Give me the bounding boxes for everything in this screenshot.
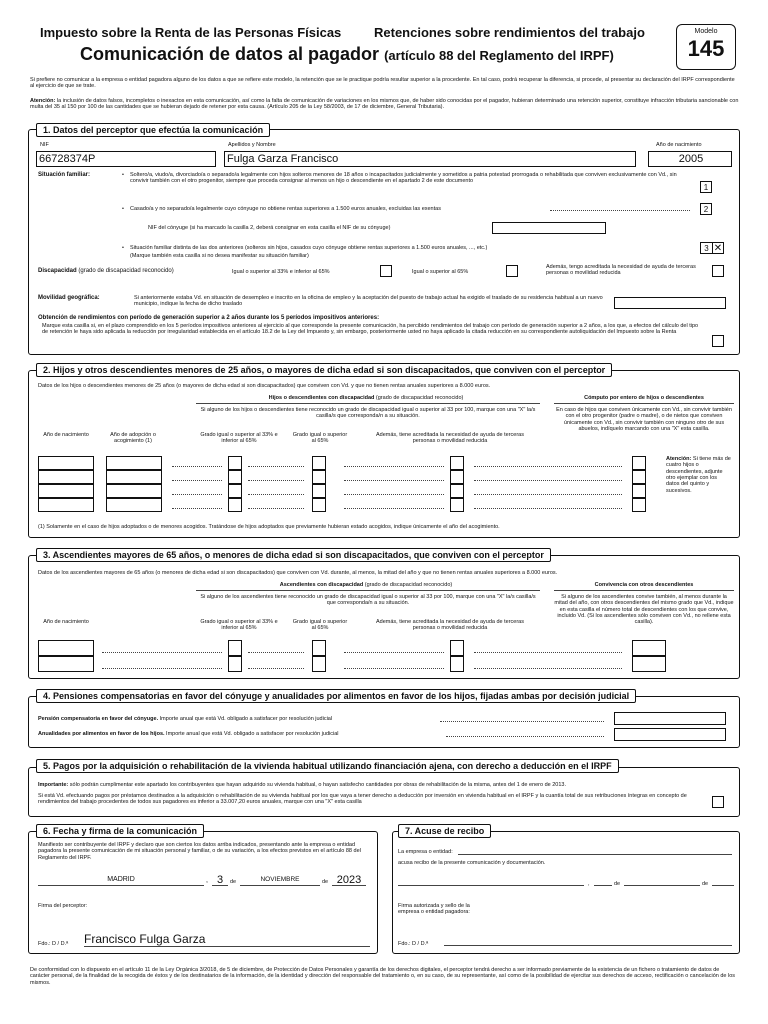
- col-help: Además, tiene acreditada la necesidad de ayuda de terceras personas o movilidad reducida: [376, 432, 524, 445]
- page-title: Comunicación de datos al pagador (artículo 88 del Reglamento del IRPF): [80, 44, 614, 64]
- family-status-label: Situación familiar:: [38, 172, 91, 178]
- signature-label: Firma del perceptor:: [38, 903, 88, 909]
- ascendant-disability-note: Si alguno de los ascendientes tiene reconocido un grado de discapacidad igual o superior al 33 por 100, marque con una "X" la/s casilla/s que corresponda/n a su situación.: [200, 594, 536, 607]
- leader-dots: [550, 210, 690, 211]
- child-adoption-year-field[interactable]: [106, 484, 162, 498]
- option-3-text: Situación familiar distinta de las dos anteriores (solteros sin hijos, casados cuyo cónyuge obtiene rentas superiores a 1.500 euros anuales, ..., etc.): [130, 245, 488, 251]
- leader-dots: [344, 480, 444, 481]
- col-birth-year: Año de nacimiento: [43, 619, 89, 625]
- child-help-checkbox[interactable]: [450, 456, 464, 470]
- generation-checkbox[interactable]: [712, 335, 724, 347]
- receipt-city-field[interactable]: [398, 878, 584, 886]
- ascendant-birth-year-field[interactable]: [38, 640, 94, 656]
- col-disability-65: Grado igual o superior al 65%: [292, 619, 348, 632]
- year-field[interactable]: 2023: [332, 874, 366, 886]
- intro-warning: Atención: la inclusión de datos falsos, incompletos o inexactos en esta comunicación, así como la falta de comunicación de variaciones en los mismos que, de haber sido conocidas por el pagador, hubieran determinado una retención superior, constituye infracción tributaria sancionable con multa del 35 al 150 por 100 de las cantidades que se hubieran dejado de retener por esta causa. (Artículo 205 de la Ley 58/2003, de 17 de diciembre, General Tributaria).: [30, 98, 739, 111]
- child-help-checkbox[interactable]: [450, 484, 464, 498]
- housing-text: Si está Vd. efectuando pagos por préstamos destinados a la adquisición o rehabilitación de su vivienda habitual por los que vaya a tener derecho a deducción por inversión en vivienda habitual en el IRPF y la cuantía total de sus retribuciones íntegras en concepto de rendimientos del trabajo procedentes de todos sus pagadores es inferior a 33.007,20 euros anuales, marque con una "X" esta casilla: [38, 793, 687, 806]
- signatory-name-field[interactable]: Francisco Fulga Garza: [84, 933, 370, 947]
- child-disability-65-checkbox[interactable]: [312, 470, 326, 484]
- leader-dots: [344, 508, 444, 509]
- leader-dots: [172, 466, 222, 467]
- child-disability-65-checkbox[interactable]: [312, 484, 326, 498]
- col-disability-33: Grado igual o superior al 33% e inferior al 65%: [200, 432, 278, 445]
- leader-dots: [344, 466, 444, 467]
- option-3-number: 3: [700, 242, 712, 254]
- generation-label: Obtención de rendimientos con período de generación superior a 2 años durante los 5 períodos impositivos anteriores:: [38, 315, 380, 321]
- company-signatory-field[interactable]: [444, 938, 732, 946]
- company-signatory-label: Fdo.: D / D.ª: [398, 941, 429, 947]
- privacy-footer: De conformidad con lo dispuesto en el artículo 11 de la Ley Orgánica 3/2018, de 5 de diciembre, de Protección de Datos Personales y garantía de los derechos digitales, el perceptor tendrá derecho a ser informado previamente de la existencia de un fichero o tratamiento de datos de carácter personal, de la finalidad de la recogida de éstos y de los destinatarios de la información, de la identidad y dirección del responsable del tratamiento o, en su caso, de su representante, así como de la posibilidad de ejercitar sus derechos de acceso, rectificación o cancelación de los mismos.: [30, 967, 736, 986]
- leader-dots: [344, 652, 444, 653]
- leader-dots: [172, 480, 222, 481]
- leader-dots: [474, 652, 622, 653]
- col-disability-65: Grado igual o superior al 65%: [292, 432, 348, 445]
- heading-rule: [554, 590, 734, 591]
- city-field[interactable]: MADRID: [38, 876, 204, 886]
- leader-dots: [248, 652, 304, 653]
- disability-label: Discapacidad (grado de discapacidad reconocido): [38, 268, 174, 274]
- ascendant-cohabitation-field[interactable]: [632, 656, 666, 672]
- bullet-icon: •: [122, 245, 124, 251]
- leader-dots: [248, 494, 304, 495]
- full-computation-heading: Cómputo por entero de hijos o descendientes: [584, 395, 704, 401]
- section-1-title: 1. Datos del perceptor que efectúa la comunicación: [36, 123, 270, 137]
- leader-dots: [474, 494, 622, 495]
- disability-65-label: Igual o superior al 65%: [412, 269, 469, 275]
- ascendant-disability-65-checkbox[interactable]: [312, 656, 326, 672]
- company-label: La empresa o entidad:: [398, 849, 453, 855]
- housing-checkbox[interactable]: [712, 796, 724, 808]
- generation-text: Marque esta casilla si, en el plazo comprendido en los 5 períodos impositivos anteriores al ejercicio al que corresponde la presente comunicación, ha percibido rendimientos del trabajo con período de generación superior a 2 años, a los que, a efectos del cálculo del tipo de retención le haya sido aplicada la reducción por irregularidad establecida en el artículo 18.2 de la Ley del Impuesto y, sin embargo, posteriormente usted no haya aplicado la citada reducción en su correspondiente autoliquidación del Impuesto sobre la Renta: [42, 323, 699, 336]
- leader-dots: [172, 508, 222, 509]
- heading-rule: [554, 403, 734, 404]
- heading-rule: [196, 590, 540, 591]
- cohabitation-note: Si alguno de los ascendientes convive también, al menos durante la mitad del año, con otros descendientes del mismo grado que Vd., indique en esta casilla el número total de descendientes con los que convive, incluido Vd. (Si los ascendientes sólo conviven con Vd., no rellene esta casilla).: [554, 594, 734, 626]
- spouse-nif-field[interactable]: [492, 222, 606, 234]
- signatory-label: Fdo.: D / D.ª: [38, 941, 69, 947]
- disability-65-checkbox[interactable]: [506, 265, 518, 277]
- section-6-title: 6. Fecha y firma de la comunicación: [36, 824, 204, 838]
- leader-dots: [248, 466, 304, 467]
- section-2-intro: Datos de los hijos o descendientes menores de 25 años (o mayores de dicha edad si son discapacitados) que conviven con Vd. y que no tienen rentas anuales superiores a 8.000 euros.: [38, 383, 491, 389]
- option-2-checkbox[interactable]: 2: [700, 203, 712, 215]
- option-1-checkbox[interactable]: 1: [700, 181, 712, 193]
- leader-dots: [474, 508, 622, 509]
- children-attention: Atención: Si tiene más de cuatro hijos o descendientes, adjunte otro ejemplar con los datos del quinto y sucesivos.: [666, 456, 731, 494]
- leader-dots: [172, 494, 222, 495]
- option-3-note: (Marque también esta casilla si no desea manifestar su situación familiar): [130, 253, 309, 259]
- leader-dots: [102, 668, 222, 669]
- child-adoption-year-field[interactable]: [106, 498, 162, 512]
- child-full-computation-checkbox[interactable]: [632, 498, 646, 512]
- child-help-checkbox[interactable]: [450, 498, 464, 512]
- tax-title: Impuesto sobre la Renta de las Personas Físicas: [40, 25, 342, 40]
- spouse-nif-label: NIF del cónyuge (si ha marcado la casilla 2, deberá consignar en esta casilla el NIF de su cónyuge): [148, 225, 391, 231]
- option-3-checkbox[interactable]: ✕: [713, 243, 723, 254]
- birth-year-field[interactable]: 2005: [648, 151, 732, 167]
- child-full-computation-checkbox[interactable]: [632, 456, 646, 470]
- section-2-footnote: (1) Solamente en el caso de hijos adoptados o de menores acogidos. Tratándose de hijos adoptados que previamente hubieran estado acogidos, indique únicamente el año del acogimiento.: [38, 524, 500, 530]
- disability-help-checkbox[interactable]: [712, 265, 724, 277]
- full-computation-note: En caso de hijos que conviven únicamente con Vd., sin convivir también con el otro progenitor (padre o madre), o de nietos que conviven únicamente con Vd., sin convivir también con ninguno otro de sus abuelos, indíquelo marcando con una "X" esta casilla.: [556, 407, 732, 432]
- spouse-pension-label: Pensión compensatoria en favor del cónyuge. Importe anual que está Vd. obligado a satisfacer por resolución judicial: [38, 716, 333, 722]
- section-5-title: 5. Pagos por la adquisición o rehabilitación de la vivienda habitual utilizando financiación ajena, con derecho a deducción en el IRPF: [36, 759, 619, 773]
- leader-dots: [446, 736, 604, 737]
- disability-help-label: Además, tengo acreditada la necesidad de ayuda de terceras personas o movilidad reducida: [546, 264, 696, 277]
- mobility-date-field[interactable]: [614, 297, 726, 309]
- section-3-intro: Datos de los ascendientes mayores de 65 años (o menores de dicha edad si son discapacitados) que conviven con Vd. durante, al menos, la mitad del año y que no tienen rentas anuales superiores a 8.000 euros.: [38, 570, 558, 576]
- name-field[interactable]: Fulga Garza Francisco: [224, 151, 636, 167]
- ascendant-disability-33-checkbox[interactable]: [228, 640, 242, 656]
- cohabitation-heading: Convivencia con otros descendientes: [594, 582, 694, 588]
- children-disability-heading: Hijos o descendientes con discapacidad (grado de discapacidad reconocido): [268, 395, 464, 401]
- nif-label: NIF: [40, 142, 49, 148]
- bullet-icon: •: [122, 172, 124, 178]
- child-support-label: Anualidades por alimentos en favor de los hijos. Importe anual que está Vd. obligado a satisfacer por resolución judicial: [38, 731, 339, 737]
- col-birth-year: Año de nacimiento: [43, 432, 89, 438]
- leader-dots: [440, 721, 604, 722]
- option-1-text: Soltero/a, viudo/a, divorciado/a o separado/a legalmente con hijos solteros menores de 18 años o incapacitados judicialmente y sometidos a patria potestad prorrogada o rehabilitada que conviven exclusivamente con Vd., sin convivir también con el otro progenitor, siempre que proceda consignar al menos un hijo o descendiente en el apartado 2 de este documento: [130, 172, 677, 185]
- col-adoption-year: Año de adopción o acogimiento (1): [110, 432, 156, 445]
- child-disability-33-checkbox[interactable]: [228, 498, 242, 512]
- month-field[interactable]: NOVIEMBRE: [240, 876, 320, 886]
- child-adoption-year-field[interactable]: [106, 456, 162, 470]
- housing-important: Importante: sólo podrán cumplimentar este apartado los contribuyentes que hayan adquirido su vivienda habitual, o hayan satisfecho cantidades por obras de rehabilitación de la misma, antes del 1 de enero de 2013.: [38, 782, 567, 788]
- name-label: Apellidos y Nombre: [228, 142, 276, 148]
- leader-dots: [474, 466, 622, 467]
- intro-text: Si prefiere no comunicar a la empresa o entidad pagadora alguno de los datos a que se refiere este modelo, la retención que se le practique podría resultar superior a la procedente. En tal caso, podrá recuperar la diferencia, si procede, al presentar su declaración del IRPF correspondiente al ejercicio de que se trate.: [30, 77, 735, 90]
- day-field[interactable]: 3: [212, 874, 228, 886]
- mobility-label: Movilidad geográfica:: [38, 295, 100, 301]
- bullet-icon: •: [122, 206, 124, 212]
- declaration-text: Manifiesto ser contribuyente del IRPF y declaro que son ciertos los datos arriba indicados, presentando ante la empresa o entidad pagadora la presente comunicación de mi situación personal y familiar, o de su variación, a los efectos previstos en el artículo 88 del Reglamento del IRPF.: [38, 842, 361, 861]
- ascendant-cohabitation-field[interactable]: [632, 640, 666, 656]
- children-disability-note: Si alguno de los hijos o descendientes tiene reconocido un grado de discapacidad igual o superior al 33 por 100, marque con una "X" la/s casilla/s que corresponda/n a su situación.: [200, 407, 536, 420]
- child-disability-65-checkbox[interactable]: [312, 456, 326, 470]
- child-disability-33-checkbox[interactable]: [228, 484, 242, 498]
- disability-33-checkbox[interactable]: [380, 265, 392, 277]
- ascendant-help-checkbox[interactable]: [450, 656, 464, 672]
- disability-33-label: Igual o superior al 33% e inferior al 65%: [232, 269, 330, 275]
- option-2-text: Casado/a y no separado/a legalmente cuyo cónyuge no obtiene rentas superiores a 1.500 euros anuales, excluidas las exentas: [130, 206, 441, 212]
- mobility-text: Si anteriormente estaba Vd. en situación de desempleo e inscrito en la oficina de empleo y la aceptación del puesto de trabajo actual ha exigido el traslado de su residencia habitual a un nuevo municipio, indique la fecha de dicho traslado: [134, 295, 603, 308]
- leader-dots: [102, 652, 222, 653]
- withholding-title: Retenciones sobre rendimientos del trabajo: [374, 25, 645, 40]
- child-help-checkbox[interactable]: [450, 470, 464, 484]
- leader-dots: [344, 668, 444, 669]
- leader-dots: [474, 668, 622, 669]
- child-disability-33-checkbox[interactable]: [228, 470, 242, 484]
- ascendant-help-checkbox[interactable]: [450, 640, 464, 656]
- section-5: [28, 767, 740, 817]
- date-line: MADRID , 3 de NOVIEMBRE de 2023: [38, 876, 374, 888]
- child-birth-year-field[interactable]: [38, 484, 94, 498]
- child-adoption-year-field[interactable]: [106, 470, 162, 484]
- receipt-day-field[interactable]: [594, 878, 612, 886]
- receipt-month-field[interactable]: [624, 878, 700, 886]
- nif-field[interactable]: 66728374P: [36, 151, 216, 167]
- section-4-title: 4. Pensiones compensatorias en favor del cónyuge y anualidades por alimentos en favor de los hijos, fijadas ambas por decisión judicial: [36, 689, 636, 703]
- ascendant-disability-heading: Ascendientes con discapacidad (grado de discapacidad reconocido): [279, 582, 453, 588]
- child-support-field[interactable]: [614, 728, 726, 741]
- leader-dots: [248, 508, 304, 509]
- company-field[interactable]: [458, 847, 732, 855]
- heading-rule: [196, 403, 540, 404]
- section-2-title: 2. Hijos y otros descendientes menores de 25 años, o mayores de dicha edad si son discapacitados, que conviven con el perceptor: [36, 363, 612, 377]
- company-signature-label: Firma autorizada y sello de la empresa o entidad pagadora:: [398, 903, 470, 916]
- child-birth-year-field[interactable]: [38, 498, 94, 512]
- birth-year-label: Año de nacimiento: [656, 142, 702, 148]
- child-disability-33-checkbox[interactable]: [228, 456, 242, 470]
- child-birth-year-field[interactable]: [38, 456, 94, 470]
- leader-dots: [248, 668, 304, 669]
- leader-dots: [474, 480, 622, 481]
- modelo-badge: Modelo 145: [676, 24, 736, 70]
- ascendant-disability-33-checkbox[interactable]: [228, 656, 242, 672]
- child-disability-65-checkbox[interactable]: [312, 498, 326, 512]
- child-birth-year-field[interactable]: [38, 470, 94, 484]
- spouse-pension-field[interactable]: [614, 712, 726, 725]
- col-help: Además, tiene acreditada la necesidad de ayuda de terceras personas o movilidad reducida: [376, 619, 524, 632]
- child-full-computation-checkbox[interactable]: [632, 484, 646, 498]
- receipt-year-field[interactable]: [712, 878, 734, 886]
- leader-dots: [344, 494, 444, 495]
- child-full-computation-checkbox[interactable]: [632, 470, 646, 484]
- section-7-title: 7. Acuse de recibo: [398, 824, 491, 838]
- section-3-title: 3. Ascendientes mayores de 65 años, o menores de dicha edad si son discapacitados, que conviven con el perceptor: [36, 548, 551, 562]
- ascendant-birth-year-field[interactable]: [38, 656, 94, 672]
- col-disability-33: Grado igual o superior al 33% e inferior al 65%: [200, 619, 278, 632]
- ascendant-disability-65-checkbox[interactable]: [312, 640, 326, 656]
- leader-dots: [248, 480, 304, 481]
- receipt-text: acusa recibo de la presente comunicación y documentación.: [398, 860, 546, 866]
